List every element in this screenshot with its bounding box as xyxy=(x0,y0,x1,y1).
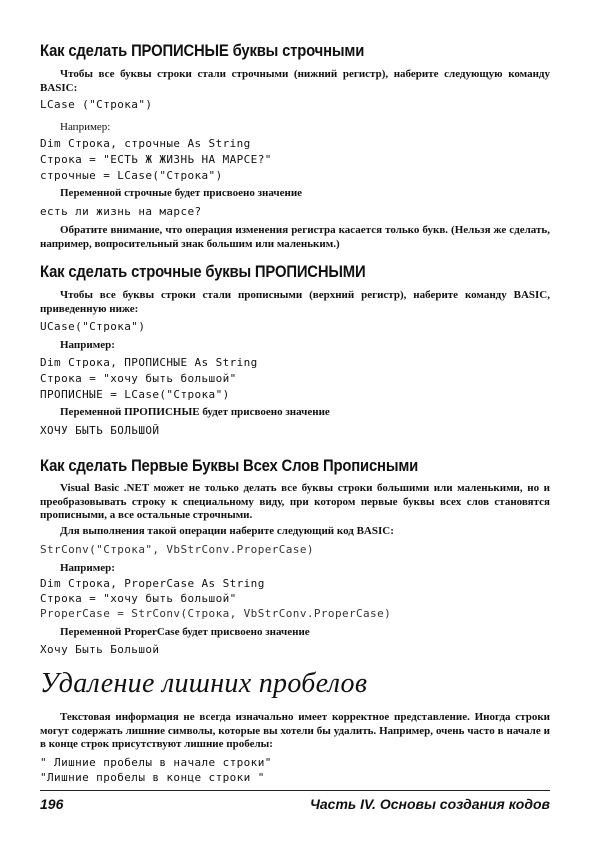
example-label: Например: xyxy=(60,562,115,574)
code-line: строчные = LCase("Строка") xyxy=(40,169,223,182)
section-heading-propercase: Как сделать Первые Буквы Всех Слов Прописными xyxy=(40,457,419,475)
result-value: Хочу Быть Большой xyxy=(40,643,160,656)
section-heading-lowercase: Как сделать ПРОПИСНЫЕ буквы строчными xyxy=(40,42,365,60)
chapter-title: Удаление лишних пробелов xyxy=(40,668,368,699)
running-footer-part: Часть IV. Основы создания кодов xyxy=(309,796,550,812)
result-value: есть ли жизнь на марсе? xyxy=(40,205,202,218)
code-line: Dim Строка, строчные As String xyxy=(40,137,251,150)
code-line: Dim Строка, ProperCase As String xyxy=(40,577,265,590)
code-line: ПРОПИСНЫЕ = LCase("Строка") xyxy=(40,388,230,401)
code-line: " Лишние пробелы в начале строки" xyxy=(40,756,272,769)
paragraph-propercase-intro: Visual Basic .NET может не только делать все буквы строки большими или маленькими, но и преобразовывать строку к специальному виду, при котором первые буквы всех слов становятся прописными, а все остальные строчными. xyxy=(40,482,550,521)
result-label: Переменной строчные будет присвоено значение xyxy=(60,187,303,199)
code-line: Dim Строка, ПРОПИСНЫЕ As String xyxy=(40,356,258,369)
result-value: ХОЧУ БЫТЬ БОЛЬШОЙ xyxy=(40,424,160,437)
code-line: Строка = "хочу быть большой" xyxy=(40,592,237,605)
paragraph-lowercase-intro: Чтобы все буквы строки стали строчными (нижний регистр), наберите следующую команду BASIC: xyxy=(40,68,550,94)
example-label: Например: xyxy=(60,121,111,133)
example-label: Например: xyxy=(60,339,115,351)
code-lcase-syntax: LCase ("Строка") xyxy=(40,98,153,111)
code-ucase-syntax: UCase("Строка") xyxy=(40,320,146,333)
paragraph-note: Обратите внимание, что операция изменения регистра касается только букв. (Нельзя же сделать, например, вопросительный знак большим или маленьким.) xyxy=(40,224,550,250)
code-line: Строка = "ЕСТЬ Ж ЖИЗНЬ НА МАРСЕ?" xyxy=(40,153,272,166)
page-number: 196 xyxy=(40,796,64,812)
result-label: Переменной ProperCase будет присвоено значение xyxy=(60,626,310,638)
code-line: ProperCase = StrConv(Строка, VbStrConv.ProperCase) xyxy=(40,607,392,620)
instruction-text: Для выполнения такой операции наберите следующий код BASIC: xyxy=(60,525,394,537)
code-line: Строка = "хочу быть большой" xyxy=(40,372,237,385)
result-label: Переменной ПРОПИСНЫЕ будет присвоено значение xyxy=(60,406,330,418)
section-heading-uppercase: Как сделать строчные буквы ПРОПИСНЫМИ xyxy=(40,263,366,281)
code-line: "Лишние пробелы в конце строки " xyxy=(40,771,265,784)
footer-divider xyxy=(40,790,550,791)
paragraph-uppercase-intro: Чтобы все буквы строки стали прописными (верхний регистр), наберите команду BASIC, приведенную ниже: xyxy=(40,289,550,315)
code-strconv-syntax: StrConv("Строка", VbStrConv.ProperCase) xyxy=(40,543,314,556)
paragraph-spaces-intro: Текстовая информация не всегда изначально имеет корректное представление. Иногда строки могут содержать лишние символы, которые вы хотели бы удалить. Например, очень часто в начале и в конце строк присутствуют лишние пробелы: xyxy=(40,711,550,750)
